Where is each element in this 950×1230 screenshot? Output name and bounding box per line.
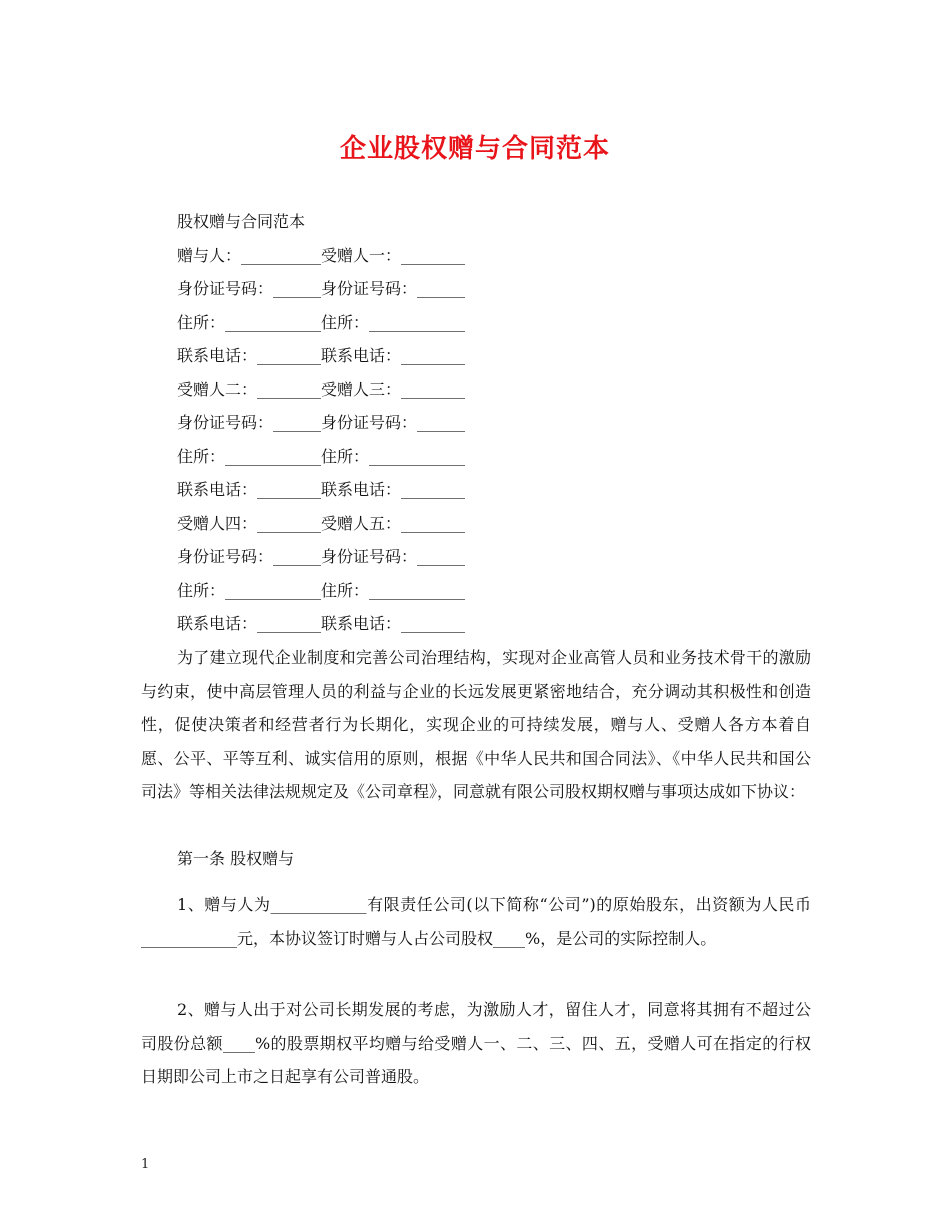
party-line: 住所：____________住所：____________: [177, 446, 466, 466]
clause-paragraph: 2、赠与人出于对公司长期发展的考虑，为激励人才，留住人才，同意将其拥有不超过公司股份总额____%的股票期权平均赠与给受赠人一、二、三、四、五，受赠人可在指定的行权日期即公司上市之日起享有公司普通股。: [141, 1000, 811, 1086]
party-line: 受赠人四：________受赠人五：________: [177, 513, 466, 533]
party-line: 联系电话：________联系电话：________: [177, 346, 466, 365]
party-line: 受赠人二：________受赠人三：________: [177, 379, 466, 399]
party-line: 联系电话：________联系电话：________: [177, 480, 466, 499]
party-line: 赠与人：__________受赠人一：________: [177, 245, 466, 265]
page-number: 1: [141, 1157, 150, 1172]
party-line: 联系电话：________联系电话：________: [177, 614, 466, 633]
document-title: 企业股权赠与合同范本: [339, 134, 610, 164]
party-line: 身份证号码：______身份证号码：______: [177, 279, 466, 298]
clause-paragraph: 1、赠与人为____________有限责任公司(以下简称“公司”)的原始股东，出资额为人民币____________元，本协议签订时赠与人占公司股权____%，是公司的实际控制人。: [141, 895, 811, 948]
party-info-block: [177, 205, 817, 641]
party-line: 身份证号码：______身份证号码：______: [177, 547, 466, 566]
party-line: 住所：____________住所：____________: [177, 580, 466, 600]
article-heading: 第一条 股权赠与: [177, 849, 295, 868]
party-line: 住所：____________住所：____________: [177, 312, 466, 332]
document-subtitle: 股权赠与合同范本: [177, 212, 306, 231]
preamble-paragraph: 为了建立现代企业制度和完善公司治理结构，实现对企业高管人员和业务技术骨干的激励与约束，使中高层管理人员的利益与企业的长远发展更紧密地结合，充分调动其积极性和创造性，促使决策者和经营者行为长期化，实现企业的可持续发展，赠与人、受赠人各方本着自愿、公平、平等互利、诚实信用的原则，根据《中华人民共和国合同法》、《中华人民共和国公司法》等相关法律法规规定及《公司章程》，同意就有限公司股权期权赠与事项达成如下协议：: [141, 648, 811, 801]
party-line: 身份证号码：______身份证号码：______: [177, 413, 466, 432]
